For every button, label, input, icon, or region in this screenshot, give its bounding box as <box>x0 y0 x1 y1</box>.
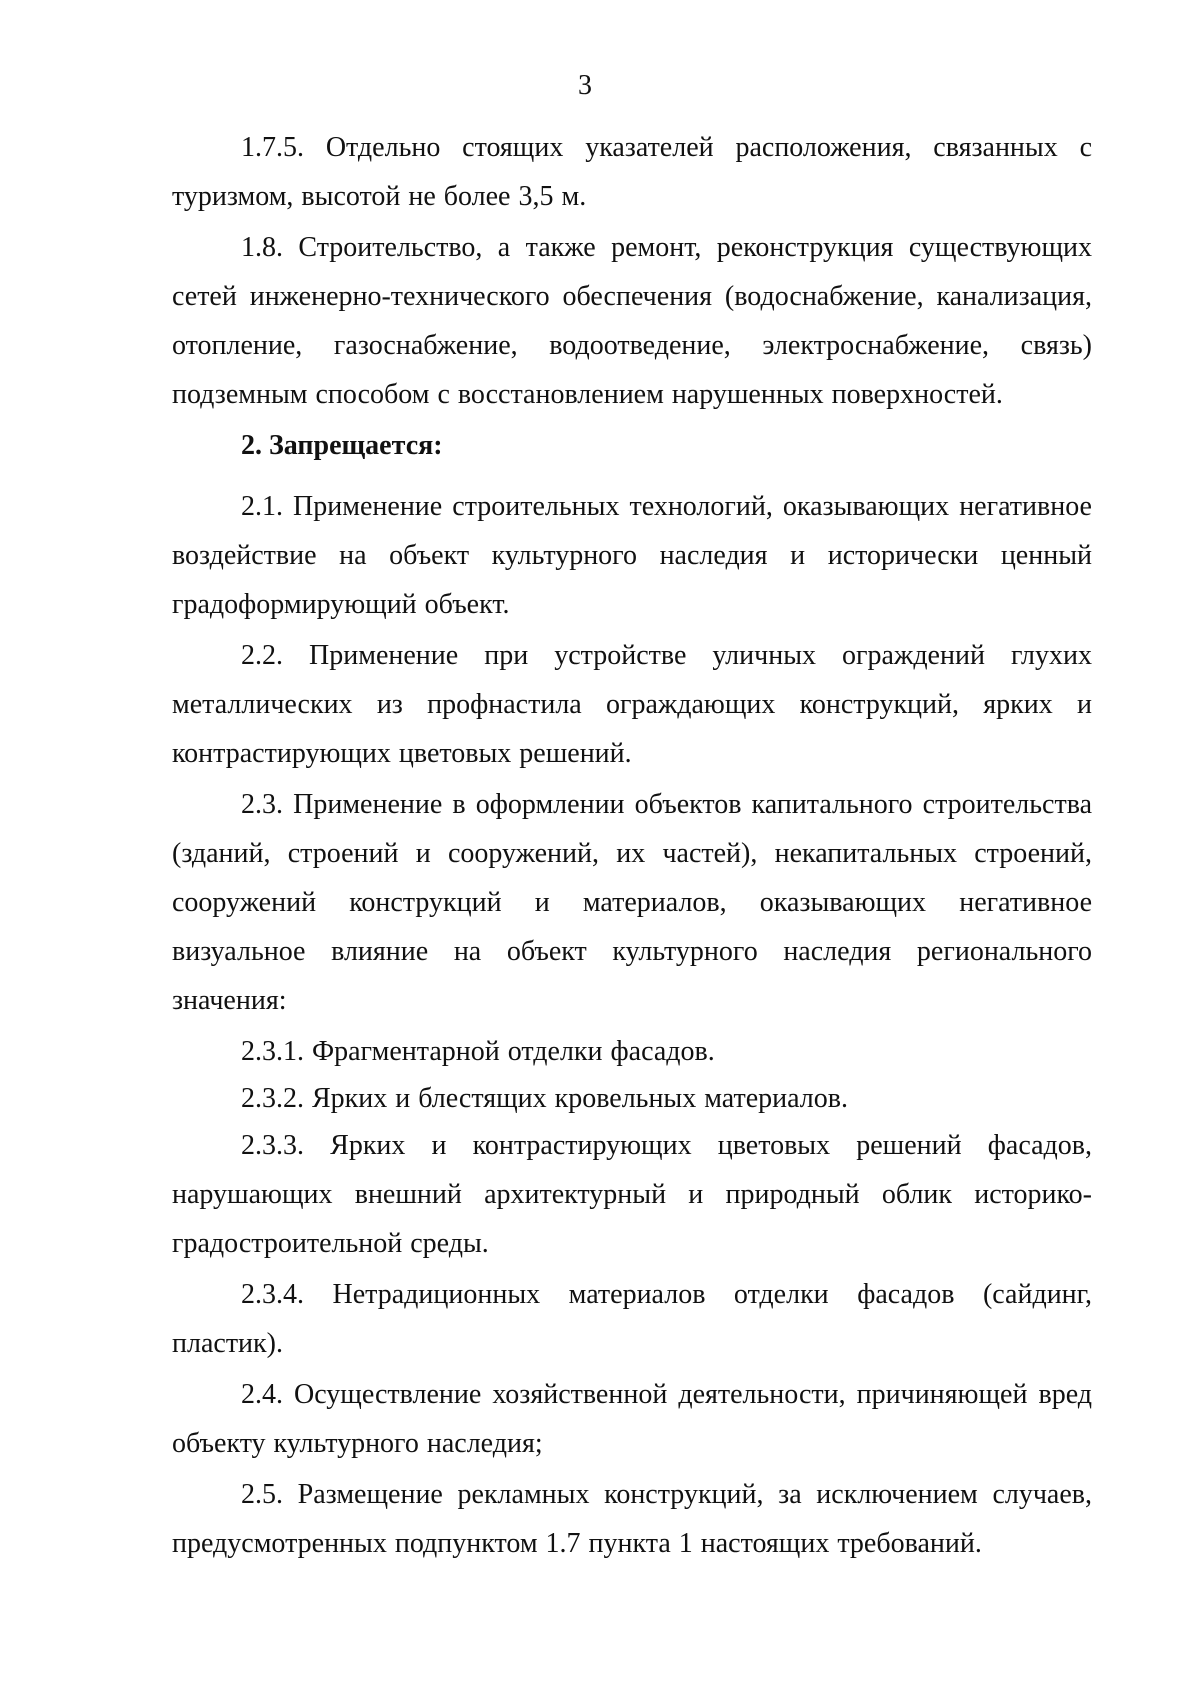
section-heading-2: 2. Запрещается: <box>241 430 443 461</box>
paragraph-2-3-4: 2.3.4. Нетрадиционных материалов отделки фасадов (сайдинг, пластик). <box>172 1279 1092 1359</box>
paragraph-2-4: 2.4. Осуществление хозяйственной деятельности, причиняющей вред объекту культурного наследия; <box>172 1379 1092 1459</box>
paragraph-1-8: 1.8. Строительство, а также ремонт, реконструкция существующих сетей инженерно-технического обеспечения (водоснабжение, канализация, отопление, газоснабжение, водоотведение, электроснабжение, связь) подземным способом с восстановлением нарушенных поверхностей. <box>172 232 1092 410</box>
paragraph-2-1: 2.1. Применение строительных технологий, оказывающих негативное воздействие на объект культурного наследия и исторически ценный градоформирующий объект. <box>172 491 1092 620</box>
paragraph-2-3-1: 2.3.1. Фрагментарной отделки фасадов. <box>241 1036 715 1067</box>
paragraph-2-5: 2.5. Размещение рекламных конструкций, за исключением случаев, предусмотренных подпунктом 1.7 пункта 1 настоящих требований. <box>172 1479 1092 1559</box>
paragraph-2-3-2: 2.3.2. Ярких и блестящих кровельных материалов. <box>241 1083 848 1114</box>
paragraph-2-3-3: 2.3.3. Ярких и контрастирующих цветовых решений фасадов, нарушающих внешний архитектурный и природный облик историко-градостроительной среды. <box>172 1130 1092 1259</box>
page-number: 3 <box>578 70 592 101</box>
document-body <box>172 123 1092 1568</box>
paragraph-2-2: 2.2. Применение при устройстве уличных ограждений глухих металлических из профнастила ограждающих конструкций, ярких и контрастирующих цветовых решений. <box>172 640 1092 769</box>
paragraph-1-7-5: 1.7.5. Отдельно стоящих указателей расположения, связанных с туризмом, высотой не более 3,5 м. <box>172 132 1092 212</box>
paragraph-2-3: 2.3. Применение в оформлении объектов капитального строительства (зданий, строений и сооружений, их частей), некапитальных строений, сооружений конструкций и материалов, оказывающих негативное визуальное влияние на объект культурного наследия регионального значения: <box>172 789 1092 1016</box>
